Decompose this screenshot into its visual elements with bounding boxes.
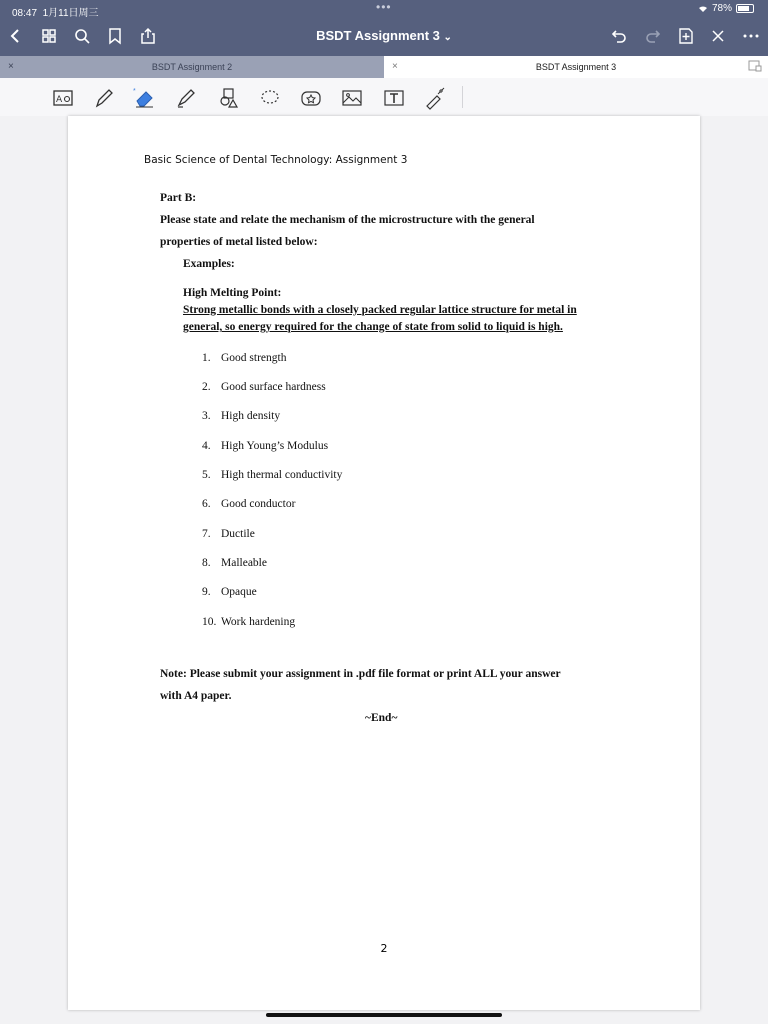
laser-pointer-icon[interactable] xyxy=(421,84,449,112)
top-bar xyxy=(0,0,768,56)
tab-bsdt-assignment-3[interactable] xyxy=(384,56,768,78)
example-title: High Melting Point: xyxy=(183,287,282,299)
svg-text:A: A xyxy=(56,95,63,105)
tab-bsdt-assignment-2[interactable] xyxy=(0,56,384,78)
eraser-icon[interactable] xyxy=(131,84,159,112)
list-item: 6. Good conductor xyxy=(202,498,296,510)
battery-percent: 78% xyxy=(711,3,732,14)
wifi-icon xyxy=(698,5,708,13)
list-item: 3. High density xyxy=(202,410,281,422)
instruction-line-1: Please state and relate the mechanism of the microstructure with the general xyxy=(160,214,535,226)
close-tools-icon[interactable] xyxy=(707,25,729,47)
note-line-1: Note: Please submit your assignment in .pdf file format or print ALL your answer xyxy=(160,668,561,680)
read-mode-icon[interactable] xyxy=(49,84,77,112)
text-box-icon[interactable] xyxy=(380,84,408,112)
list-item: 4. High Young’s Modulus xyxy=(202,440,329,452)
highlighter-icon[interactable] xyxy=(172,84,200,112)
multitasking-dots[interactable]: ••• xyxy=(376,0,392,14)
undo-icon[interactable] xyxy=(608,25,630,47)
list-item: 1. Good strength xyxy=(202,352,287,364)
tab-bar xyxy=(0,56,768,78)
list-item: 8. Malleable xyxy=(202,557,267,569)
title-caret[interactable]: ⌄ xyxy=(443,32,452,43)
tab-label: BSDT Assignment 2 xyxy=(151,62,233,72)
status-time: 08:47 1月11日周三 xyxy=(12,8,99,19)
redo-icon[interactable] xyxy=(642,25,664,47)
examples-label: Examples: xyxy=(183,258,235,270)
end-marker: ~End~ xyxy=(365,712,398,724)
battery-icon xyxy=(736,4,754,13)
list-item: 10. Work hardening xyxy=(202,616,296,628)
list-item: 9. Opaque xyxy=(202,586,257,598)
elements-icon[interactable] xyxy=(297,84,325,112)
lasso-icon[interactable] xyxy=(256,84,284,112)
part-heading: Part B: xyxy=(160,192,197,204)
image-icon[interactable] xyxy=(338,84,366,112)
document-title[interactable]: BSDT Assignment 3 ⌄ xyxy=(316,28,452,43)
toolbar-divider xyxy=(462,86,463,108)
example-line-1: Strong metallic bonds with a closely packed regular lattice structure for metal in xyxy=(183,304,577,316)
list-item: 2. Good surface hardness xyxy=(202,381,326,393)
tab-close-icon[interactable]: × xyxy=(392,61,398,72)
svg-text:*: * xyxy=(133,88,136,95)
tab-close-icon[interactable]: × xyxy=(8,61,14,72)
pen-icon[interactable] xyxy=(90,84,118,112)
document-page[interactable] xyxy=(68,116,700,1010)
tool-bar xyxy=(0,78,768,116)
tab-label: BSDT Assignment 3 xyxy=(535,62,617,72)
shapes-icon[interactable] xyxy=(214,84,242,112)
instruction-line-2: properties of metal listed below: xyxy=(160,236,318,248)
example-line-2: general, so energy required for the change of state from solid to liquid is high. xyxy=(183,321,563,333)
page-number: 2 xyxy=(380,942,388,955)
tab-split-icon[interactable] xyxy=(748,60,762,74)
status-right xyxy=(698,3,754,14)
note-line-2: with A4 paper. xyxy=(160,690,232,702)
list-item: 7. Ductile xyxy=(202,528,255,540)
more-icon[interactable] xyxy=(740,25,762,47)
home-indicator[interactable] xyxy=(266,1013,502,1017)
document-header: Basic Science of Dental Technology: Assignment 3 xyxy=(144,154,408,166)
add-page-icon[interactable] xyxy=(675,25,697,47)
list-item: 5. High thermal conductivity xyxy=(202,469,343,481)
